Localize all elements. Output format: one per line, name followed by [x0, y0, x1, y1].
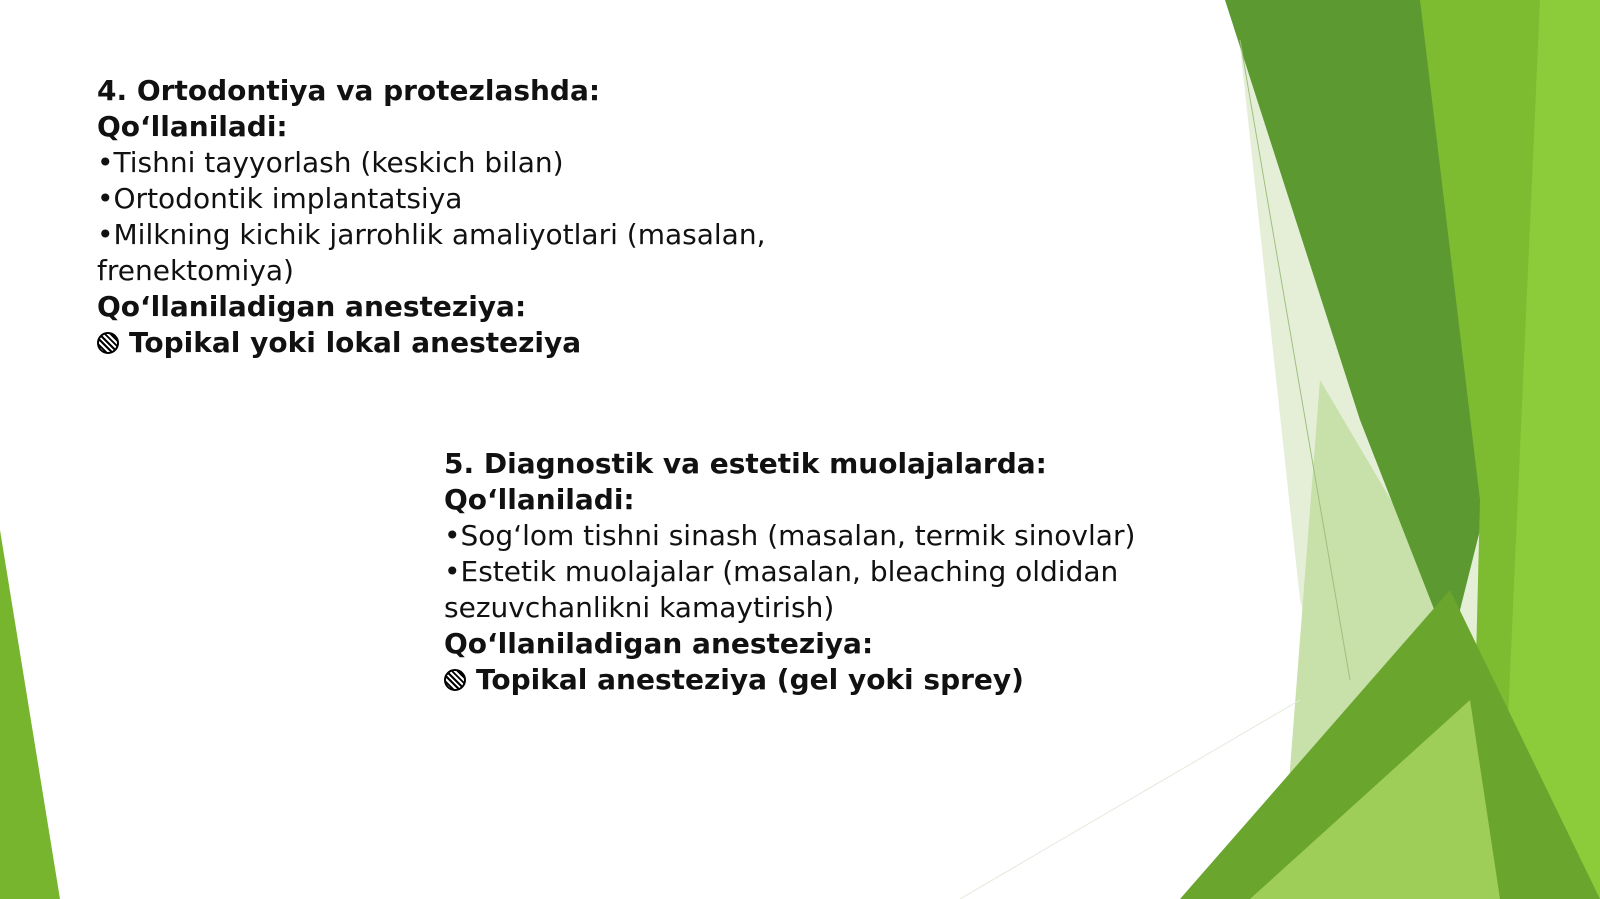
applied-label: Qo‘llaniladi: — [97, 110, 288, 143]
anesthesia-label: Qo‘llaniladigan anesteziya: — [97, 290, 527, 323]
anesthesia-value-line — [444, 662, 1135, 698]
list-item: •Ortodontik implantatsiya — [97, 182, 463, 215]
list-item: sezuvchanlikni kamaytirish) — [444, 591, 835, 624]
section-diagnostic-aesthetic — [444, 446, 1135, 698]
list-item: •Milkning kichik jarrohlik amaliyotlari (masalan, — [97, 218, 766, 251]
section-heading: 4. Ortodontiya va protezlashda: — [97, 74, 601, 107]
applied-label: Qo‘llaniladi: — [444, 483, 635, 516]
section-heading: 5. Diagnostik va estetik muolajalarda: — [444, 447, 1047, 480]
hatched-circle-icon — [444, 669, 466, 691]
section-orthodontics — [97, 73, 765, 361]
anesthesia-value-line — [97, 325, 765, 361]
left-green-shard — [0, 530, 60, 899]
anesthesia-label: Qo‘llaniladigan anesteziya: — [444, 627, 874, 660]
list-item: •Estetik muolajalar (masalan, bleaching oldidan — [444, 555, 1119, 588]
hatched-circle-icon — [97, 332, 119, 354]
list-item: •Sog‘lom tishni sinash (masalan, termik sinovlar) — [444, 519, 1136, 552]
anesthesia-value: Topikal yoki lokal anesteziya — [129, 326, 582, 359]
anesthesia-value: Topikal anesteziya (gel yoki sprey) — [476, 663, 1024, 696]
list-item: •Tishni tayyorlash (keskich bilan) — [97, 146, 564, 179]
list-item: frenektomiya) — [97, 254, 294, 287]
